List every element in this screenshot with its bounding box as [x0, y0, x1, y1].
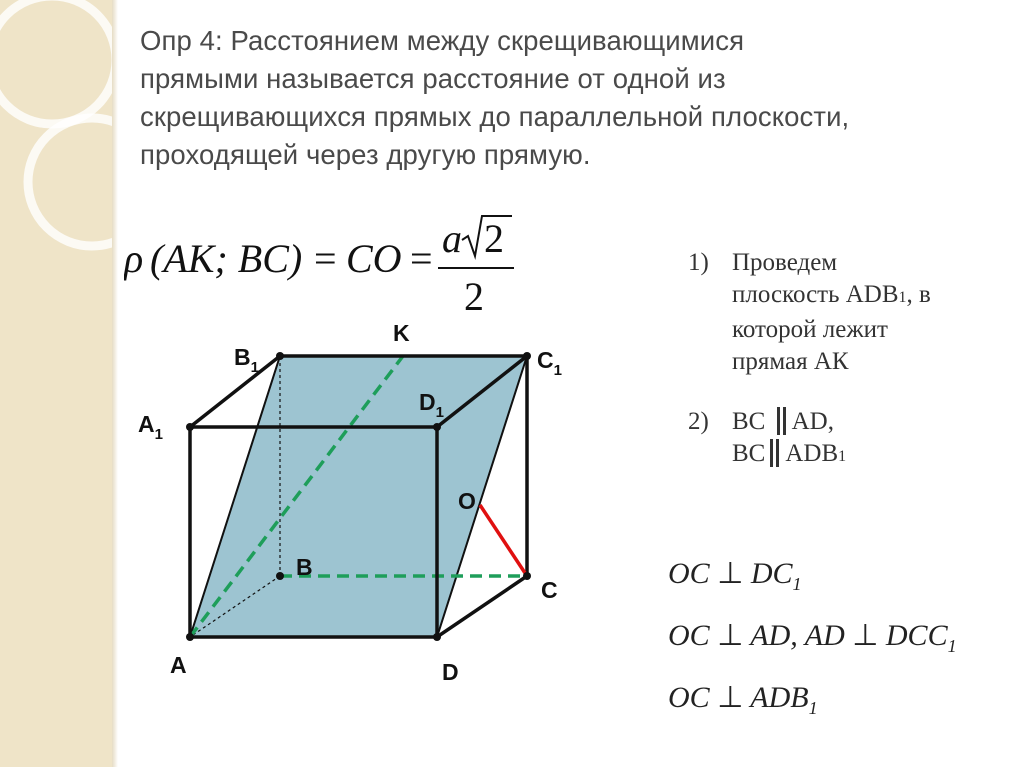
equals-sign: = — [410, 236, 433, 281]
numerator-a: a — [442, 216, 462, 261]
distance-formula — [124, 210, 544, 320]
label-a: A — [170, 652, 187, 678]
perp-symbol: ⊥ — [717, 619, 744, 652]
perp-symbol: ⊥ — [717, 681, 744, 714]
step-text: BC — [732, 440, 766, 467]
band-edge — [112, 0, 118, 767]
perp-symbol: ⊥ — [852, 619, 879, 652]
vertex-c — [523, 572, 531, 580]
parallel-symbol — [767, 439, 783, 467]
definition-line: Опр 4: Расстоянием между скрещивающимися — [140, 25, 745, 56]
subscript: 1 — [838, 448, 847, 465]
vertex-a1 — [186, 423, 194, 431]
formula-co: CO — [346, 236, 402, 281]
step-number: 2) — [688, 408, 709, 435]
vertex-c1 — [523, 352, 531, 360]
formula-args: (AK; BC) — [150, 236, 303, 281]
step-line — [732, 438, 988, 473]
denominator: 2 — [464, 274, 484, 319]
definition-text — [140, 22, 990, 174]
step-line — [732, 406, 988, 438]
numerator-root-value: 2 — [484, 216, 504, 261]
label-a1 — [138, 411, 163, 443]
label-letter: B — [234, 344, 251, 370]
relation-term: OC — [668, 619, 710, 652]
definition-line: проходящей через другую прямую. — [140, 139, 591, 170]
relation-line — [668, 610, 1008, 672]
step-text: BC — [732, 408, 766, 435]
relation-term: ADB — [750, 681, 809, 714]
step-text: AD, — [791, 408, 834, 435]
relation-line — [668, 672, 1008, 734]
label-letter: C — [537, 347, 554, 373]
label-subscript: 1 — [435, 404, 444, 421]
label-c1 — [537, 347, 562, 379]
relation-term: OC — [668, 681, 710, 714]
relation-term: AD, AD — [750, 619, 845, 652]
relation-term: DCC — [885, 619, 948, 652]
label-subscript: 1 — [250, 359, 259, 376]
label-b: B — [296, 554, 313, 580]
subscript: 1 — [898, 289, 907, 306]
label-d: D — [442, 659, 459, 685]
perpendicular-relations — [668, 548, 1008, 734]
subscript: 1 — [792, 574, 802, 594]
subscript: 1 — [808, 698, 818, 718]
step-text: плоскость ADB — [732, 281, 899, 308]
vertex-b1 — [276, 352, 284, 360]
solution-steps — [688, 247, 988, 473]
perp-symbol: ⊥ — [717, 557, 744, 590]
section-plane-adb1 — [190, 356, 527, 637]
label-k: K — [393, 320, 410, 346]
label-o: O — [458, 488, 476, 514]
step-text: , в — [906, 281, 931, 308]
definition-line: скрещивающихся прямых до параллельной плоскости, — [140, 101, 850, 132]
vertex-d — [433, 633, 441, 641]
subscript: 1 — [947, 636, 957, 656]
parallel-symbol — [774, 407, 790, 435]
rho-symbol: ρ — [124, 236, 144, 281]
vertex-d1 — [433, 423, 441, 431]
step-line — [732, 279, 988, 314]
step-1 — [688, 247, 988, 378]
label-b1 — [234, 344, 259, 376]
relation-term: DC — [750, 557, 793, 590]
equals-sign: = — [314, 236, 337, 281]
step-2 — [688, 406, 988, 473]
vertex-a — [186, 633, 194, 641]
label-letter: A — [138, 411, 155, 437]
step-number: 1) — [688, 249, 709, 276]
relation-line — [668, 548, 1008, 610]
label-subscript: 1 — [154, 426, 163, 443]
label-letter: D — [419, 389, 436, 415]
cube-diagram — [120, 310, 600, 690]
step-line: Проведем — [732, 249, 838, 276]
step-text: ADB — [785, 440, 839, 467]
step-line: которой лежит — [732, 316, 888, 343]
label-c: C — [541, 577, 558, 603]
definition-line: прямыми называется расстояние от одной из — [140, 63, 726, 94]
segment-oc — [480, 505, 527, 576]
vertex-b — [276, 572, 284, 580]
decorative-circles — [0, 0, 112, 767]
decorative-side-band — [0, 0, 112, 767]
relation-term: OC — [668, 557, 710, 590]
label-subscript: 1 — [553, 362, 562, 379]
step-line: прямая АК — [732, 348, 849, 375]
